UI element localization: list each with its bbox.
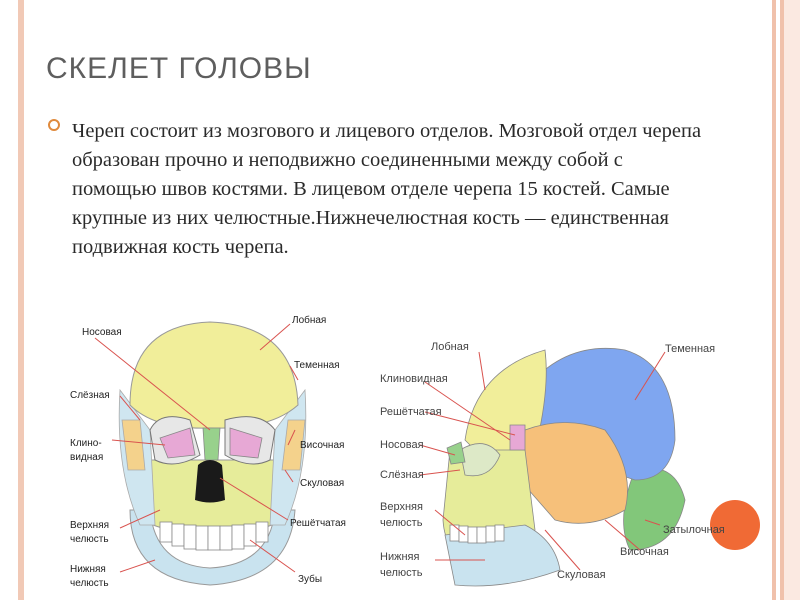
side-label-frontal: Лобная bbox=[431, 341, 469, 353]
side-skull-diagram bbox=[375, 330, 760, 595]
label-nasal: Носовая bbox=[82, 327, 122, 338]
side-label-parietal: Теменная bbox=[665, 343, 716, 355]
label-temporal: Височная bbox=[300, 440, 345, 451]
ethmoid-side bbox=[510, 425, 525, 450]
side-label-sphenoid: Клиновидная bbox=[380, 373, 448, 385]
label-lower-jaw-line2: челюсть bbox=[70, 578, 109, 589]
side-label-lower-jaw-line1: Нижняя bbox=[380, 551, 420, 563]
label-parietal: Теменная bbox=[294, 360, 340, 371]
side-label-nasal: Носовая bbox=[380, 439, 424, 451]
label-lower-jaw-line1: Нижняя bbox=[70, 564, 106, 575]
left-border-stripe bbox=[18, 0, 24, 600]
label-sphenoid-line1: Клино- bbox=[70, 438, 102, 449]
label-lacrimal: Слёзная bbox=[70, 390, 110, 401]
label-ethmoid: Решётчатая bbox=[290, 518, 346, 529]
side-label-lower-jaw-line2: челюсть bbox=[380, 567, 423, 579]
side-label-upper-jaw-line2: челюсть bbox=[380, 517, 423, 529]
teeth-row bbox=[160, 522, 268, 550]
slide-body-text: Череп состоит из мозгового и лицевого отделов. Мозговой отдел черепа образован прочно и неподвижно соединенными между собой с помощью швов костями. В лицевом отделе черепа 15 костей. Самые крупные из них челюстные.Нижнечелюстная кость — единственная подвижная кость черепа. bbox=[72, 120, 702, 258]
nasal-cavity bbox=[195, 460, 225, 503]
frontal-bone-shape bbox=[130, 322, 298, 428]
side-label-upper-jaw-line1: Верхняя bbox=[380, 501, 423, 513]
bullet-icon bbox=[48, 119, 60, 131]
label-upper-jaw-line2: челюсть bbox=[70, 534, 109, 545]
label-upper-jaw-line1: Верхняя bbox=[70, 520, 110, 531]
front-skull-diagram bbox=[60, 310, 370, 600]
side-label-ethmoid: Решётчатая bbox=[380, 406, 442, 418]
nasal-bone-shape bbox=[203, 428, 220, 460]
side-label-lacrimal: Слёзная bbox=[380, 469, 424, 481]
side-label-temporal: Височная bbox=[620, 546, 669, 558]
side-label-occipital: Затылочная bbox=[663, 524, 725, 536]
label-sphenoid-line2: видная bbox=[70, 452, 104, 463]
occipital-bone-shape bbox=[624, 468, 685, 550]
label-zygomatic: Скуловая bbox=[300, 478, 345, 489]
label-teeth: Зубы bbox=[298, 574, 323, 585]
label-frontal: Лобная bbox=[292, 315, 327, 326]
teeth-row-side bbox=[450, 525, 504, 543]
slide-title: СКЕЛЕТ ГОЛОВЫ bbox=[46, 52, 312, 85]
side-label-zygomatic: Скуловая bbox=[557, 569, 606, 581]
right-border-stripes bbox=[768, 0, 800, 600]
